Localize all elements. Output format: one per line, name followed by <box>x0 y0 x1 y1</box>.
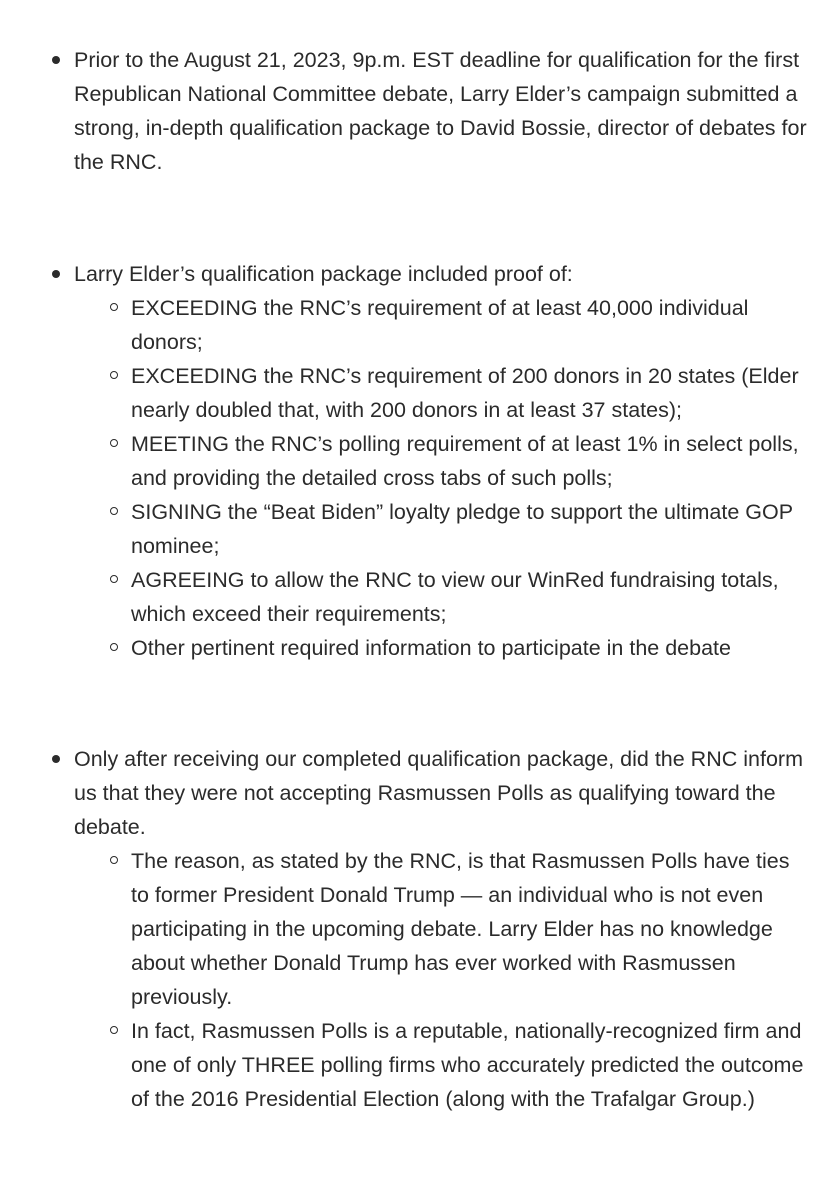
sub-list-item <box>74 359 814 427</box>
bullet-section-deadline <box>0 43 834 179</box>
bullet-disc-icon <box>52 270 60 278</box>
sub-list-item <box>74 427 814 495</box>
sub-list-item <box>74 631 814 665</box>
list-item <box>0 742 834 1116</box>
sub-bullet-text: MEETING the RNC’s polling requirement of at least 1% in select polls, and providing the detailed cross tabs of such polls; <box>131 432 799 490</box>
bullet-text: Larry Elder’s qualification package included proof of: <box>74 262 573 286</box>
sub-list-item <box>74 495 814 563</box>
bullet-text: Only after receiving our completed qualification package, did the RNC inform us that they were not accepting Rasmussen Polls as qualifying toward the debate. <box>74 747 803 839</box>
bullet-text: Prior to the August 21, 2023, 9p.m. EST deadline for qualification for the first Republican National Committee debate, Larry Elder’s campaign submitted a strong, in-depth qualification package to David Bossie, director of debates for the RNC. <box>74 48 807 174</box>
sub-list-item <box>74 563 814 631</box>
bullet-list <box>0 257 834 665</box>
bullet-section-rasmussen <box>0 742 834 1116</box>
sub-bullet-text: In fact, Rasmussen Polls is a reputable, nationally-recognized firm and one of only THREE polling firms who accurately predicted the outcome of the 2016 Presidential Election (along with the Trafalgar Group.) <box>131 1019 804 1111</box>
bullet-list <box>0 742 834 1116</box>
sub-bullet-text: SIGNING the “Beat Biden” loyalty pledge to support the ultimate GOP nominee; <box>131 500 793 558</box>
sub-bullet-text: EXCEEDING the RNC’s requirement of at least 40,000 individual donors; <box>131 296 749 354</box>
sub-bullet-text: The reason, as stated by the RNC, is that Rasmussen Polls have ties to former President Donald Trump — an individual who is not even participating in the upcoming debate. Larry Elder has no knowledge about whether Donald Trump has ever worked with Rasmussen previously. <box>131 849 790 1009</box>
sub-list-item <box>74 291 814 359</box>
sub-list <box>74 844 814 1116</box>
sub-list <box>74 291 814 665</box>
bullet-disc-icon <box>52 56 60 64</box>
bullet-circle-icon <box>110 575 118 583</box>
bullet-circle-icon <box>110 1026 118 1034</box>
sub-list-item <box>74 1014 814 1116</box>
sub-bullet-text: EXCEEDING the RNC’s requirement of 200 donors in 20 states (Elder nearly doubled that, with 200 donors in at least 37 states); <box>131 364 799 422</box>
sub-bullet-text: AGREEING to allow the RNC to view our WinRed fundraising totals, which exceed their requirements; <box>131 568 779 626</box>
list-item <box>0 43 834 179</box>
sub-list-item <box>74 844 814 1014</box>
bullet-circle-icon <box>110 303 118 311</box>
bullet-circle-icon <box>110 439 118 447</box>
bullet-circle-icon <box>110 507 118 515</box>
bullet-circle-icon <box>110 643 118 651</box>
bullet-section-package <box>0 257 834 665</box>
bullet-circle-icon <box>110 856 118 864</box>
sub-bullet-text: Other pertinent required information to participate in the debate <box>131 636 731 660</box>
list-item <box>0 257 834 665</box>
bullet-disc-icon <box>52 755 60 763</box>
bullet-list <box>0 43 834 179</box>
bullet-circle-icon <box>110 371 118 379</box>
